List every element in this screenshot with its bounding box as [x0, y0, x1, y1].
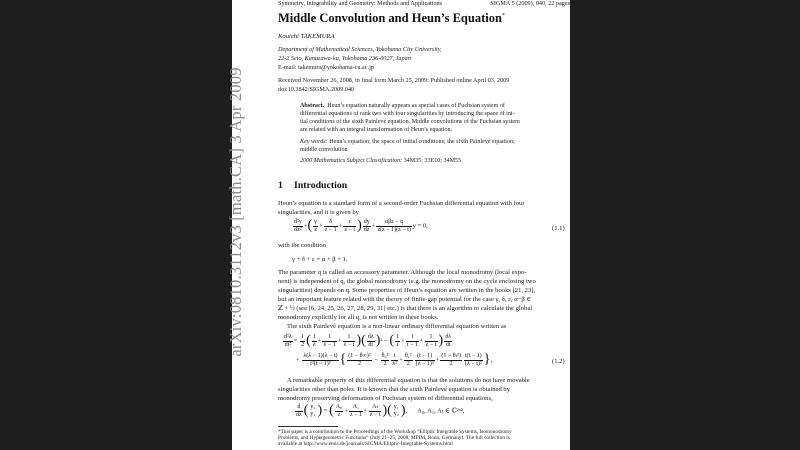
heun-equation: $\frac{\text{d²y}}{\text{dz²}}$ +( $\frac{\gamma}{z}$ + $\frac{\delta}{z - 1}$ + $\frac{\varepsilon}{z - t}$ ) $\frac{dy}{dz}$ + $\frac{\text{αβz − q}}{z(z - 1)(z - t)}$ y = 0,	[294, 218, 428, 233]
equation-number-1-2: (1.2)	[552, 358, 565, 365]
author-name: Kouichi TAKEMURA	[278, 33, 335, 40]
journal-citation: SIGMA 5 (2009), 040, 22 pages	[490, 0, 570, 7]
affiliation-line-2: 22-2 Seto, Kanazawa-ku, Yokohama 236-0027, Japan	[278, 55, 411, 62]
footnote-line-3: available at http://www.emis.de/journals/SIGMA/Elliptic-Integrable-Systems.html	[278, 441, 453, 447]
section-heading	[278, 180, 347, 191]
msc-classification: 2000 Mathematics Subject Classification: 34M35; 33E10; 34M55	[300, 158, 462, 164]
abstract-line-1: Abstract. Heun’s equation naturally appears as special cases of Fuchsian system of	[300, 103, 505, 109]
accessory-line-2: nent) is independent of q, the global monodromy (e.g. the monodromy on the cycle enclosing two	[278, 278, 536, 285]
painleve-intro: The sixth Painlevé equation is a non-linear ordinary differential equation written as	[287, 323, 507, 330]
footnote-rule	[278, 426, 338, 427]
accessory-line-1: The parameter q is called an accessory parameter. Although the local monodromy (local expo-	[278, 269, 527, 276]
keywords-line-2: middle convolution	[300, 147, 348, 153]
equation-number-1-1: (1.1)	[552, 225, 565, 232]
remarkable-line-2: singularities other than poles. It is known that the sixth Painlevé equation is obtained by	[278, 386, 511, 393]
fuchsian-system-equation: $\frac{d}{dz}$ ( y₁ y₂ ) = ( $\frac{\text{A₀}}{z}$ + $\frac{\text{A₁}}{z - 1}$ + $\frac{\text{Aₜ}}{z - t}$ )( y₁ y₂ ), A₀, A₁, Aₜ ∈ ℂ²ˣ²,	[296, 403, 465, 418]
condition-equation: γ + δ + ε = α + β + 1.	[292, 256, 348, 263]
accessory-line-6: monodromy explicitly for all q, is not written in these books.	[278, 314, 439, 321]
keywords-line-1: Key words: Heun’s equation; the space of initial conditions; the sixth Painlevé equation;	[300, 139, 515, 145]
intro-line-1: Heun’s equation is a standard form of a second-order Fuchsian differential equation with four	[278, 200, 525, 207]
intro-line-2: singularities, and it is given by	[278, 209, 359, 216]
section-title: Introduction	[294, 180, 348, 191]
accessory-line-4: but an important feature related with the theory of finite-gap potential for the case γ, δ, ε, α−β ∈	[278, 296, 532, 303]
running-head	[278, 0, 570, 7]
accessory-line-3: singularities) depends on q. Some properties of Heun’s equation are written in the books [21, 23],	[278, 287, 536, 294]
section-number: 1	[278, 180, 283, 191]
keywords-label: Key words:	[300, 139, 328, 145]
doi: doi:10.3842/SIGMA.2009.040	[278, 86, 355, 93]
msc-label: 2000 Mathematics Subject Classification:	[300, 158, 403, 164]
journal-name: Symmetry, Integrability and Geometry: Methods and Applications	[278, 0, 443, 7]
paper-title: Middle Convolution and Heun’s Equation*	[278, 11, 505, 25]
abstract-line-4: are related with an integral transformation of Heun’s equation.	[300, 127, 453, 133]
painleve-equation-line-2: + $\frac{\lambda(\lambda - 1)(\lambda - t)}{\text{t²(t − 1)²}}$ { $\frac{\text{(1 − θ∞)²}}{2}$ − $\frac{\text{θ₀²}}{2}$ $\frac{t}{\text{λ²}}$ + $\frac{\text{θ₁²}}{2}$ $\frac{(t - 1)}{\text{(λ − 1)²}}$ + $\frac{\text{(1 − θₜ²)}}{2}$ $\frac{t(t - 1)}{\text{(λ − t)²}}$ },	[296, 352, 493, 367]
arxiv-identifier: arXiv:0810.3112v3 [math.CA] 3 Apr 2009	[226, 67, 245, 357]
matrix-domain: A₀, A₁, Aₜ ∈ ℂ²ˣ²,	[417, 407, 465, 415]
with-condition: with the condition	[278, 242, 326, 249]
affiliation-line-1: Department of Mathematical Sciences, Yokohama City University,	[278, 46, 442, 53]
author-email: E-mail: takemura@yokohama-cu.ac.jp	[278, 64, 374, 71]
abstract-line-3: tial conditions of the sixth Painlevé equation. Middle convolutions of the Fuchsian system	[300, 119, 520, 125]
abstract-label: Abstract.	[300, 103, 325, 109]
footnote-line-1: *This paper is a contribution to the Proceedings of the Workshop “Elliptic Integrable Systems, Isomonodromy	[278, 429, 512, 435]
abstract-line-2: differential equations of rank two with four singularities by introducing the space of ini-	[300, 111, 515, 117]
painleve-equation-line-1: $\frac{\text{d²λ}}{\text{dt²}}$ = $\frac{1}{2}$ ( $\frac{1}{\lambda}$ + $\frac{1}{\lambda - 1}$ + $\frac{1}{\lambda - t}$ )( $\frac{d\lambda}{dt}$ )² − ( $\frac{1}{t}$ + $\frac{1}{t - 1}$ + $\frac{1}{\lambda - t}$ ) $\frac{d\lambda}{dt}$	[284, 333, 452, 348]
received-dates: Received November 26, 2008, in final form March 25, 2009; Published online April 03, 2009	[278, 77, 510, 84]
remarkable-line-1: A remarkable property of this differential equation is that the solutions do not have movable	[287, 377, 530, 384]
arxiv-stamp	[186, 0, 286, 450]
footnote-line-2: Problems, and Hypergeometric Functions” (July 21–25, 2008, MPIM, Bonn, Germany). The full collection is	[278, 435, 510, 441]
remarkable-line-3: monodromy preserving deformation of Fuchsian system of differential equations,	[278, 395, 493, 402]
accessory-line-5: ℤ + ½ (see [6, 24, 25, 26, 27, 28, 29, 31] etc.) is that there is an algorithm to calculate the global	[278, 305, 533, 312]
title-footnote-mark: *	[501, 12, 505, 19]
